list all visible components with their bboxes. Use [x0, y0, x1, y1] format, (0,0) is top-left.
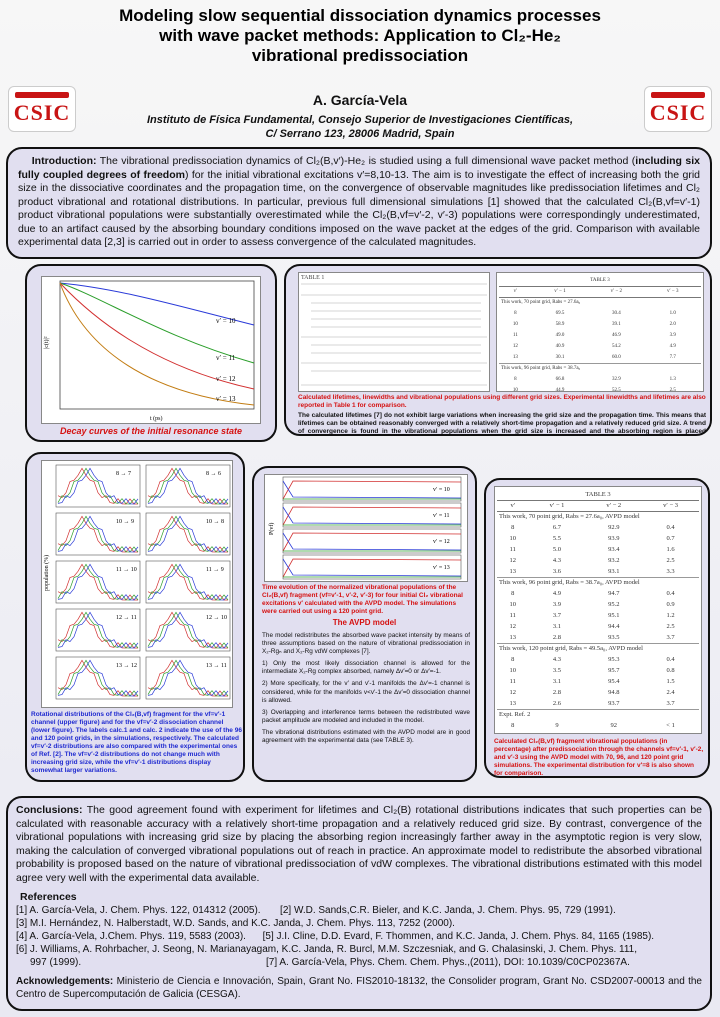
rot-panel-label: 8 → 7 [116, 471, 131, 477]
table-row [499, 308, 701, 319]
t3-header: v′ [497, 500, 529, 511]
rot-panel-label: 13 → 11 [206, 663, 227, 669]
table-cell: 8 [514, 311, 517, 316]
table-cell: 92 [610, 722, 617, 729]
timeevo-plots [265, 475, 467, 581]
title-line-1: Modeling slow sequential dissociation dynamics processes [119, 6, 601, 25]
table-row [497, 588, 699, 599]
timeevo-caption: Time evolution of the normalized vibrational populations of the Cl₂(B,vf) fragment (vf=v′-1, v′-2, v′-3) for four initial Cl₂ vibrational excitations v′ calculated with the AVPD model. The simulations were carried out using a 120 point grid. [262, 584, 463, 615]
table-row [497, 522, 699, 533]
decay-curve-12 [60, 283, 254, 389]
table-cell: 32.9 [611, 377, 621, 382]
table3-top [499, 275, 701, 392]
table-cell: 3.6 [552, 567, 562, 575]
rotational-caption: Rotational distributions of the Cl₂(B,vf) fragment for the vf=v′-1 channel (upper figure) and for the vf=v′-2 dissociation channel (lower figure). The labels calc.1 and calc. 2 indicate the use of the 96 and 120 point grids, in the simulations, respectively. The calculated vf=v′-2 distributions are also compared with the experimental ones of Ref. [2]. The vf=v′-2 distributions do not change much with increasing grid size, while the vf=v′-1 distributions display somewhat larger variations. [31, 711, 242, 774]
ref-row-4 [16, 930, 702, 943]
timeevo-panel-label: v′ = 11 [433, 513, 450, 519]
author: A. García-Vela [312, 92, 408, 108]
conclusions-text [16, 804, 702, 885]
rot-panel-label: 12 → 11 [116, 615, 137, 621]
table-row [499, 352, 701, 363]
table-cell: 44.9 [555, 388, 565, 392]
decay-label-10: v′ = 10 [216, 317, 236, 325]
t3-section-label: This work, 70 point grid, Rabs = 27.6a₀, AVPD model [497, 511, 699, 522]
table-cell: 13 [509, 699, 517, 707]
table1-note: Calculated lifetimes, linewidths and vibrational populations using different grid sizes. Experimental linewidths and lifetimes are also reported in Table 1 for comparison. [298, 394, 706, 409]
decay-figure [41, 276, 261, 424]
timeevo-ylabel: P(vf) [269, 522, 275, 535]
table-cell: 93.1 [608, 567, 620, 575]
table-cell: 0.9 [666, 601, 675, 608]
table-cell: 52.5 [611, 388, 621, 392]
table-cell: 1.2 [666, 612, 675, 619]
intro-text-b: ) for the initial vibrational excitations v′=8,10-13. The aim is to investigate the effect of increasing both the grid size in the dissociative coordinates and the propagation time, on the convergence of observable magnitudes like predissociation lifetimes and Cl₂ product vibrational and rotational distributions. In particular, previous full dimensional simulations [1] showed that the calculated Cl₂(B,vf=v′-1) product vibrational populations were substantially overestimated while the Cl₂(B,vf=v′-2, v′-3) populations were correspondingly underestimated, due to an artifact caused by the absorbing boundary conditions imposed on the wave packet at the edges of the grid. Comparison with available experimental data [2,3] is carried out in order to assess convergence of the calculated magnitudes. [18, 168, 700, 248]
avpd-title: The AVPD model [332, 618, 397, 627]
table-cell: 2.5 [669, 388, 676, 392]
table3-top-figure [496, 272, 704, 392]
decay-ylabel: |c(t)|² [44, 336, 50, 349]
rot-panel-label: 8 → 6 [206, 471, 221, 477]
table-cell: 1.5 [666, 678, 675, 685]
table-cell: 66.8 [555, 377, 565, 382]
table-cell: 13 [512, 354, 518, 360]
table-row [499, 374, 701, 385]
table-cell: 3.1 [552, 623, 562, 630]
table-cell: < 1 [666, 722, 675, 729]
rot-panel-label: 10 → 9 [116, 519, 134, 525]
table1-text: The calculated lifetimes [7] do not exhibit large variations when increasing the grid size and the propagation time. This means that lifetimes can be obtained reasonably converged with a relatively short-time propagation and a relatively reduced grid size. A trend of convergence is found in the vibrational populations when the grid size is increased and the absorbing region is placed [298, 412, 706, 435]
table-row [499, 319, 701, 330]
institute [0, 113, 720, 141]
rot-panel-label: 10 → 8 [206, 519, 224, 525]
t3-header: v′ − 1 [529, 500, 586, 511]
decay-label-13: v′ = 13 [216, 395, 236, 403]
ref-7: [7] A. García-Vela, Phys. Chem. Chem. Phys.,(2011), DOI: 10.1039/C0CP02367A. [266, 957, 630, 968]
t3top-header: v′ [499, 286, 532, 297]
avpd-p2: 1) Only the most likely dissociation channel is allowed for the intermediate X₂-Rg complex absorbed, namely Δv′=0 or Δv′=-1. [262, 660, 470, 676]
table-cell: 95.2 [608, 601, 620, 608]
table-row [497, 610, 699, 621]
table-row [497, 621, 699, 632]
rot-panel-label: 11 → 9 [206, 567, 224, 573]
table-cell: 11 [509, 546, 516, 553]
rot-panel-label: 12 → 10 [206, 615, 227, 621]
table-cell: 93.4 [608, 546, 620, 553]
ack-label: Acknowledgements: [16, 976, 114, 987]
table-cell: 3.7 [666, 699, 675, 707]
intro-bold: including six fully coupled degrees of freedom [18, 155, 700, 181]
table-cell: 3.1 [552, 678, 562, 685]
table-cell: 10 [512, 322, 518, 327]
timeevo-figure [264, 474, 468, 582]
logo-text: CSIC [13, 100, 71, 125]
intro-text-a: The vibrational predissociation dynamics of Cl₂(B,v′)-He₂ is studied using a full dimensional wave packet method ( [99, 155, 636, 167]
table-cell: 54.2 [611, 344, 621, 349]
decay-caption: Decay curves of the initial resonance state [59, 426, 243, 436]
table-row [497, 654, 699, 665]
ack-text: Ministerio de Ciencia e Innovación, Spain, Grant No. FIS2010-18132, the Consolider program, Grant No. CSD2007-00013 and the Centro de Supercomputación de Galicia (CESGA). [16, 976, 702, 1000]
table-row [497, 544, 699, 555]
rot-panel-label: 13 → 12 [116, 663, 137, 669]
table-cell: 8 [511, 722, 515, 729]
table1-panel [284, 264, 712, 436]
table-cell: 8 [511, 590, 515, 597]
references-heading: References [20, 891, 77, 903]
table-cell: 1.3 [669, 377, 676, 382]
table-row [499, 341, 701, 352]
table-cell: 94.7 [608, 590, 620, 597]
table-cell: 0.4 [666, 524, 675, 531]
table-cell: 5.0 [552, 546, 562, 553]
poster-title [90, 6, 630, 66]
table-cell: 6.7 [552, 524, 562, 531]
table-cell: 30.4 [611, 311, 621, 316]
introduction-label: Introduction: [31, 155, 97, 167]
table-cell: 2.0 [669, 322, 676, 327]
t3top-header: v′ − 1 [532, 286, 588, 297]
table-cell: 12 [509, 689, 517, 696]
table-row [497, 698, 699, 709]
table-cell: 10 [509, 667, 517, 674]
table-row [497, 566, 699, 577]
table-cell: 94.4 [608, 623, 620, 630]
table3-top-title: TABLE 3 [590, 277, 610, 283]
table-cell: 0.8 [666, 667, 675, 674]
table-row [497, 599, 699, 610]
table-cell: 93.9 [608, 535, 620, 542]
table-cell: 4.3 [552, 656, 562, 663]
table-cell: 7.7 [669, 354, 676, 360]
t3-section-label: Expt. Ref. 2 [497, 709, 699, 720]
table-cell: 95.3 [608, 656, 620, 663]
rotational-figure [41, 460, 233, 708]
ref-row-1 [16, 904, 702, 917]
ref-2: [2] W.D. Sands,C.R. Bieler, and K.C. Janda, J. Chem. Phys. 95, 729 (1991). [280, 905, 616, 916]
table-cell: 40.9 [555, 344, 565, 349]
table-cell: 95.4 [608, 678, 620, 685]
table-cell: 30.1 [555, 354, 565, 360]
table3-caption: Calculated Cl₂(B,vf) fragment vibrational populations (in percentage) after predissociation through the channels vf=v′-1, v′-2, and v′-3 using the AVPD model with 70, 96, and 120 point grid simulations. The experimental distribution for v′=8 is also shown for comparison. [494, 738, 704, 777]
title-line-2: with wave packet methods: Application to Cl₂-He₂ [159, 26, 561, 45]
avpd-p5: The vibrational distributions estimated with the AVPD model are in good agreement with the experimental data (see TABLE 3). [262, 728, 470, 745]
table-cell: 4.9 [552, 590, 562, 597]
table-cell: 3.9 [552, 601, 562, 608]
table-cell: 13 [509, 567, 517, 575]
ref-4: [4] A. García-Vela, J.Chem. Phys. 119, 5583 (2003). [16, 931, 246, 942]
table-cell: 46.9 [611, 333, 621, 338]
t3-header: v′ − 2 [585, 500, 642, 511]
t3top-header: v′ − 2 [588, 286, 644, 297]
table-cell: 12 [509, 557, 517, 564]
table-cell: 3.3 [666, 567, 675, 575]
table-cell: 9 [555, 722, 559, 729]
table-cell: 0.4 [666, 656, 675, 663]
table-cell: 10 [509, 601, 517, 608]
table-row [497, 632, 699, 643]
logo-text: CSIC [649, 100, 707, 125]
table-row [499, 385, 701, 392]
avpd-p4: 3) Overlapping and interference terms between the redistributed wave packet amplitude are modeled and included in the model. [262, 708, 470, 724]
institute-line-2: C/ Serrano 123, 28006 Madrid, Spain [265, 128, 455, 140]
timeevo-panel-label: v′ = 13 [433, 565, 450, 571]
table-cell: 95.1 [608, 612, 620, 619]
table-cell: 8 [511, 656, 515, 663]
rotational-panel [25, 452, 245, 782]
table-row [497, 687, 699, 698]
avpd-p3: 2) More specifically, for the v′ and v′-1 manifolds the Δv′=-1 channel is considered, while for the manifolds v<v′-1 the Δv′=0 dissociation channel is allowed. [262, 680, 470, 704]
rotational-plots [42, 461, 232, 707]
table-cell: 1.0 [669, 311, 676, 316]
table-cell: 4.9 [669, 344, 676, 349]
table-cell: 2.8 [552, 689, 562, 696]
rot-panel-label: 11 → 10 [116, 567, 137, 573]
table-cell: 92.9 [608, 524, 620, 531]
table-cell: 4.3 [552, 557, 562, 564]
table-cell: 3.7 [666, 633, 675, 641]
t3top-section-label: This work, 70 point grid, Rabs = 27.6a₀ [499, 297, 701, 308]
t3top-header: v′ − 3 [645, 286, 702, 297]
table-cell: 10 [512, 388, 518, 392]
avpd-text [262, 632, 470, 745]
table-cell: 11 [509, 612, 516, 619]
table1-title: TABLE 1 [301, 275, 325, 281]
table-cell: 12 [509, 623, 517, 630]
table-cell: 12 [512, 344, 518, 349]
table-cell: 8 [514, 377, 517, 382]
table-cell: 93.5 [608, 633, 620, 641]
table3-figure [494, 486, 702, 734]
table-cell: 2.4 [666, 689, 675, 696]
table-row [497, 533, 699, 544]
decay-panel [25, 264, 277, 442]
t3top-section-label: This work, 96 point grid, Rabs = 38.7a₀ [499, 363, 701, 374]
table-cell: 10 [509, 535, 517, 542]
table-cell: 58.9 [555, 322, 565, 327]
t3-section-label: This work, 96 point grid, Rabs = 38.7a₀, AVPD model [497, 577, 699, 588]
rot-ylabel: population (%) [44, 554, 50, 591]
table-cell: 11 [513, 333, 518, 338]
table-cell: 2.8 [552, 633, 562, 641]
table-cell: 13 [509, 633, 517, 641]
decay-xlabel: t (ps) [150, 416, 163, 422]
table-row [497, 555, 699, 566]
table1-lines [301, 281, 487, 389]
table-cell: 2.5 [666, 623, 675, 630]
introduction-panel [6, 147, 712, 259]
ref-3: [3] M.I. Hernández, N. Halberstadt, W.D. Sands, and K.C. Janda, J. Chem. Phys. 113, 7252 (2000). [16, 918, 455, 929]
t3-section-label: This work, 120 point grid, Rabs = 49.5a₀, AVPD model [497, 643, 699, 654]
table-cell: 2.5 [666, 557, 675, 564]
table1-figure [298, 272, 490, 392]
decay-curve-13 [60, 283, 254, 405]
table-row [497, 676, 699, 687]
ref-6a: [6] J. Williams, A. Rohrbacher, J. Seong, N. Marianayagam, K.C. Janda, R. Burcl, M.M. Szczesniak, and G. Chalasinski, J. Chem. Phys. 111, [16, 944, 637, 955]
decay-plot [42, 277, 260, 423]
table-cell: 3.9 [669, 333, 676, 338]
table-cell: 2.6 [552, 699, 562, 707]
table-cell: 0.7 [666, 535, 675, 542]
table-cell: 69.5 [555, 311, 565, 316]
table-cell: 94.8 [608, 689, 620, 696]
timeevo-panel-label: v′ = 12 [433, 539, 450, 545]
timeevo-panel-label: v′ = 10 [433, 487, 450, 493]
table-cell: 60.0 [611, 354, 621, 360]
table-cell: 1.6 [666, 546, 675, 553]
table-cell: 3.5 [552, 667, 562, 674]
table3-panel [484, 478, 710, 778]
conclusions-label: Conclusions: [16, 804, 83, 816]
table3 [497, 489, 699, 731]
table-cell: 8 [511, 524, 515, 531]
table-cell: 93.2 [608, 557, 620, 564]
table-row [497, 665, 699, 676]
title-line-3: vibrational predissociation [251, 46, 469, 65]
avpd-panel [252, 466, 477, 782]
table-cell: 93.7 [608, 699, 620, 707]
ref-5: [5] J.I. Cline, D.D. Evard, F. Thommen, and K.C. Janda, J. Chem. Phys. 84, 1165 (1985). [262, 931, 655, 942]
table-cell: 11 [509, 678, 516, 685]
table-cell: 95.7 [608, 667, 620, 674]
table-cell: 0.4 [666, 590, 675, 597]
table-cell: 39.1 [611, 322, 621, 327]
acknowledgements [16, 975, 702, 1001]
table-row [497, 720, 699, 731]
table-cell: 3.7 [552, 612, 562, 619]
institute-line-1: Instituto de Física Fundamental, Consejo Superior de Investigaciones Científicas, [146, 114, 574, 126]
table-cell: 49.0 [555, 333, 565, 338]
table-cell: 5.5 [552, 535, 562, 542]
ref-row-6b [16, 956, 702, 969]
conclusions-panel [6, 796, 712, 1011]
ref-6b: 997 (1999). [30, 957, 82, 968]
decay-label-11: v′ = 11 [216, 354, 236, 362]
t3-header: v′ − 3 [642, 500, 699, 511]
decay-label-12: v′ = 12 [216, 375, 236, 383]
ref-1: [1] A. García-Vela, J. Chem. Phys. 122, 014312 (2005). [16, 905, 261, 916]
table3-title: TABLE 3 [585, 490, 611, 498]
conclusions-body: The good agreement found with experiment for lifetimes and Cl₂(B) rotational distributions indicates that such properties can be calculated with reasonable accuracy with a relatively short-time propagation and a relatively reduced grid size. By contrast, convergence of the vibrational populations with increasing grid size by placing the absorbing region increasingly farther away in the asymptotic region is very slow, making the calculation of converged vibrational populations out of reach in practice. An approximate model to redistribute the absorbed vibrational probability is proposed based on the nature of vibrational predissociation of vdW complexes. The vibrational distributions estimated with this model agree very well with the experimental data available. [16, 804, 702, 884]
references [16, 891, 702, 969]
avpd-p1: The model redistributes the absorbed wave packet intensity by means of three assumptions based on the nature of vibrational predissociation in X₂-Rgₙ and X₂-Rg vdW complexes [7]. [262, 632, 470, 656]
introduction-text [18, 155, 700, 250]
table-row [499, 330, 701, 341]
